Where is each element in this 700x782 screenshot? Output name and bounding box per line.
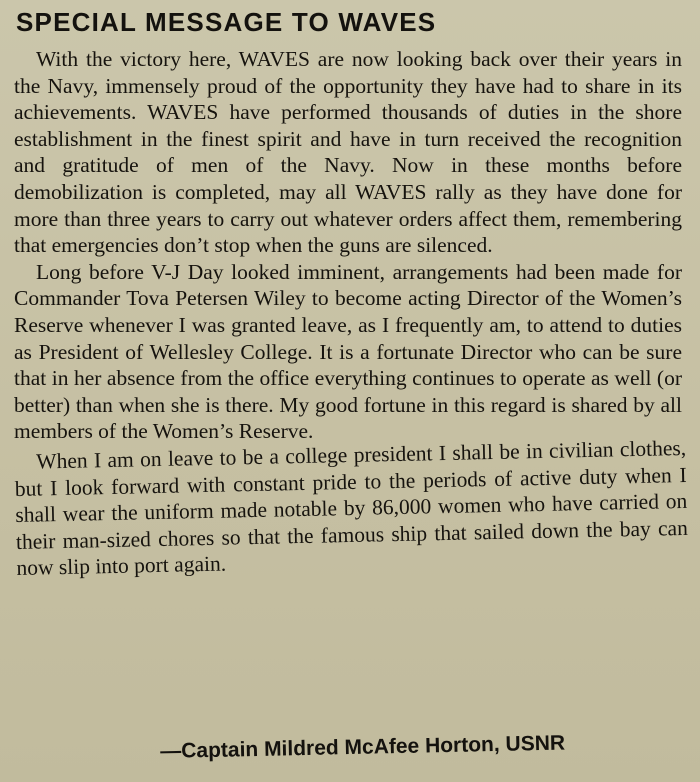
paragraph-victory: With the victory here, WAVES are now looking back over their years in the Navy, immensely proud of the opportunity they have had to share in its achievements. WAVES have performed thousands of duties in the shore establishment in the finest spirit and have in turn received the recognition and gratitude of men of the Navy. Now in these months before demobilization is completed, may all WAVES rally as they have done for more than three years to carry out whatever orders affect them, remembering that emergencies don’t stop when the guns are silenced. (14, 47, 682, 258)
paragraph-vj-day: Long before V-J Day looked imminent, arrangements had been made for Commander Tova Petersen Wiley to become acting Director of the Women’s Reserve whenever I was granted leave, as I frequently am, to attend to duties as President of Wellesley College. It is a fortunate Director who can be sure that in her absence from the office everything continues to operate as well (or better) than when she is there. My good fortune in this regard is shared by all members of the Women’s Reserve. (14, 259, 682, 444)
author-signature: —Captain Mildred McAfee Horton, USNR (160, 731, 566, 763)
article-body (14, 46, 689, 582)
paragraph-leave: When I am on leave to be a college president I shall be in civilian clothes, but I look forward with constant pride to the periods of active duty when I shall wear the uniform made notable by 86,000 women who have carried on their man-sized chores so that the famous ship that sailed down the bay can now slip into port again. (14, 435, 689, 581)
article-title: SPECIAL MESSAGE TO WAVES (16, 7, 437, 37)
